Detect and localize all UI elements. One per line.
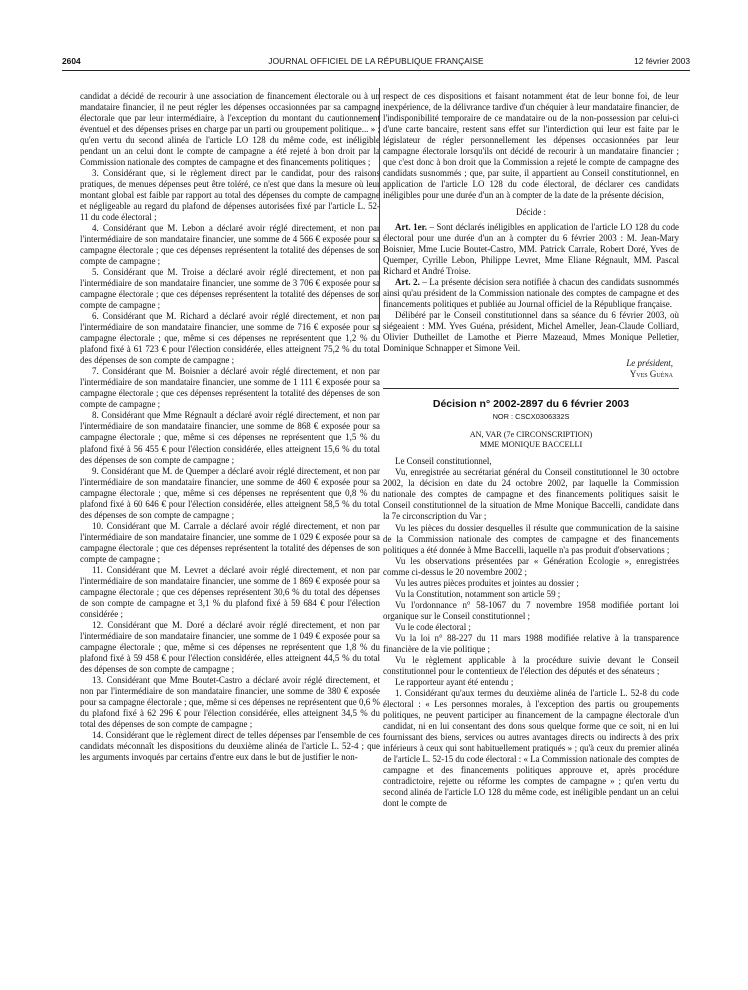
nor-reference: NOR : CSCX0306332S [492, 412, 570, 422]
page-header [62, 56, 690, 70]
article-2-label: Art. 2. [395, 277, 420, 288]
circonscription: AN, VAR (7e CIRCONSCRIPTION) [469, 430, 593, 440]
deliberation: Délibéré par le Conseil constitutionnel dans sa séance du 6 février 2003, où siégeaient : MM. Yves Guéna, président, Michel Ameller, Jean-Claude Colliard, Olivier Dutheillet de Lamothe et Pierre Mazeaud, Mmes Monique Pelletier, Dominique Schnapper et Simone Veil. [383, 310, 679, 354]
paragraph: Le rapporteur ayant été entendu ; [395, 676, 514, 687]
paragraph: 6. Considérant que M. Richard a déclaré avoir réglé directement, et non par l'intermédiaire de son mandataire financier, une somme de 716 € exposée pour sa campagne électorale ; que, même si ces dépenses ne représentent que 1,2 % du plafond fixé à 61 723 € pour l'élection considérée, elles atteignent 75,2 % du total des dépenses de son compte de campagne ; [80, 311, 380, 366]
page-number: 2604 [62, 56, 81, 66]
paragraph: Vu le code électoral ; [395, 621, 471, 632]
paragraph: Vu la Constitution, notamment son article 59 ; [395, 588, 561, 599]
paragraph: Vu, enregistrée au secrétariat général du Conseil constitutionnel le 30 octobre 2002, la décision en date du 24 octobre 2002, par laquelle la Commission nationale des comptes de campagne et des financements politiques saisit le Conseil constitutionnel de la situation de Mme Monique Baccelli, candidate dans la 7e circonscription du Var ; [383, 467, 679, 522]
decision-separator [383, 388, 679, 389]
article-1 [383, 222, 679, 277]
paragraph: Vu les autres pièces produites et jointes au dossier ; [395, 577, 579, 588]
header-rule [62, 70, 690, 71]
journal-title: JOURNAL OFFICIEL DE LA RÉPUBLIQUE FRANÇAISE [268, 56, 484, 66]
paragraph: 5. Considérant que M. Troise a déclaré avoir réglé directement, et non par l'intermédiaire de son mandataire financier, une somme de 3 706 € exposée pour sa campagne électorale ; que ces dépenses représentent la totalité des dépenses de son compte de campagne ; [80, 267, 380, 311]
left-column [80, 91, 380, 971]
decision-title: Décision n° 2002-2897 du 6 février 2003 [432, 398, 630, 411]
paragraph: respect de ces dispositions et faisant notamment état de leur bonne foi, de leur inexpérience, de la délivrance tardive d'un chéquier à leur mandataire financier, de l'indisponibilité temporaire de ce mandataire ou de la non-possession par celui-ci d'une carte bancaire, restent sans effet sur l'interdiction qui leur est faite par le législateur de régler personnellement les dépenses occasionnées par leur campagne électorale lorsqu'ils ont décidé de recourir à un mandataire financier ; que c'est donc à bon droit que la Commission a rejeté le compte de campagne des candidats susnommés ; que, par suite, il appartient au Conseil constitutionnel, en application de l'article LO 128 du code électoral, de déclarer ces candidats inéligibles pour une durée d'un an à compter de la date de la présente décision, [383, 91, 679, 201]
paragraph: Vu le règlement applicable à la procédure suivie devant le Conseil constitutionnel pour le contentieux de l'élection des députés et des sénateurs ; [383, 654, 679, 676]
paragraph: 14. Considérant que le règlement direct de telles dépenses par l'ensemble de ces candidats méconnaît les dispositions du deuxième alinéa de l'article L. 52-4 ; que les arguments invoqués par certains d'entre eux dans le but de justifier le non- [80, 729, 380, 762]
article-2 [383, 277, 679, 310]
decide-heading: Décide : [515, 207, 547, 218]
article-2-text: – La présente décision sera notifiée à chacun des candidats susnommés ainsi qu'au président de la Commission nationale des comptes de campagne et des financements politiques et publiée au Journal officiel de la République française. [383, 277, 679, 310]
paragraph: 12. Considérant que M. Doré a déclaré avoir réglé directement, et non par l'intermédiaire de son mandataire financier, une somme de 1 049 € exposée pour sa campagne électorale ; que, même si ces dépenses ne représentent que 1,8 % du plafond fixé à 59 458 € pour l'élection considérée, elles atteignent 44,5 % du total des dépenses de son compte de campagne ; [80, 619, 380, 674]
paragraph: 10. Considérant que M. Carrale a déclaré avoir réglé directement, et non par l'intermédiaire de son mandataire financier, une somme de 1 029 € exposée pour sa campagne électorale ; que ces dépenses représentent la totalité des dépenses de son compte de campagne ; [80, 520, 380, 564]
paragraph: Vu les observations présentées par « Génération Ecologie », enregistrées comme ci-dessus le 20 novembre 2002 ; [383, 555, 679, 577]
paragraph: Le Conseil constitutionnel, [395, 456, 492, 467]
paragraph: 1. Considérant qu'aux termes du deuxième alinéa de l'article L. 52-8 du code électoral : « Les personnes morales, à l'exception des partis ou groupements politiques, ne peuvent participer au financement de la campagne électorale d'un candidat, ni en lui consentant des dons sous quelque forme que ce soit, ni en lui fournissant des biens, services ou autres avantages directs ou indirects à des prix inférieurs à ceux qui sont habituellement pratiqués » ; qu'à ceux du premier alinéa de l'article L. 52-15 du code électoral : « La Commission nationale des comptes de campagne et des financements politiques approuve et, après procédure contradictoire, rejette ou réforme les comptes de campagne » ; qu'en vertu du second alinéa de l'article LO 128 du même code, est inéligible pendant un an celui dont le compte de [383, 687, 679, 808]
paragraph: Vu les pièces du dossier desquelles il résulte que communication de la saisine de la Commission nationale des comptes de campagne et des financements politiques a été donnée à Mme Baccelli, laquelle n'a pas produit d'observations ; [383, 522, 679, 555]
column-separator [379, 88, 380, 333]
publication-date: 12 février 2003 [634, 56, 690, 66]
paragraph: 9. Considérant que M. de Quemper a déclaré avoir réglé directement, et non par l'intermédiaire de son mandataire financier, une somme de 460 € exposée pour sa campagne électorale ; que, même si ces dépenses ne représentent que 0,8 % du plafond fixé à 60 646 € pour l'élection considérée, elles atteignent 58,5 % du total des dépenses de son compte de campagne ; [80, 465, 380, 520]
article-1-label: Art. 1er. [395, 222, 427, 233]
paragraph: 4. Considérant que M. Lebon a déclaré avoir réglé directement, et non par l'intermédiaire de son mandataire financier, une somme de 4 566 € exposée pour sa campagne électorale ; que ces dépenses représentent la totalité des dépenses de son compte de campagne ; [80, 223, 380, 267]
right-column [383, 91, 679, 971]
article-1-text: – Sont déclarés inéligibles en application de l'article LO 128 du code électoral pour une durée d'un an à compter du 6 février 2003 : M. Jean-Mary Boisnier, Mme Lucie Boutet-Castro, MM. Patrick Carrale, Robert Doré, Yves de Quemper, Cyrille Lebon, Philippe Levret, Mme Eliane Régnault, MM. Pascal Richard et André Troise. [383, 222, 679, 277]
candidate-name: MME MONIQUE BACCELLI [479, 440, 583, 450]
president-name: Yves Guéna [629, 369, 673, 380]
paragraph: Vu l'ordonnance n° 58-1067 du 7 novembre 1958 modifiée portant loi organique sur le Conseil constitutionnel ; [383, 599, 679, 621]
paragraph: 7. Considérant que M. Boisnier a déclaré avoir réglé directement, et non par l'intermédiaire de son mandataire financier, une somme de 1 111 € exposée pour sa campagne électorale ; que ces dépenses représentent la totalité des dépenses de son compte de campagne ; [80, 366, 380, 410]
paragraph: 13. Considérant que Mme Boutet-Castro a déclaré avoir réglé directement, et non par l'intermédiaire de son mandataire financier, une somme de 380 € exposée pour sa campagne électorale ; que, même si ces dépenses ne représentent que 0,6 % du plafond fixé à 62 296 € pour l'élection considérée, elles atteignent 34,5 % du total des dépenses de son compte de campagne ; [80, 674, 380, 729]
paragraph: 8. Considérant que Mme Régnault a déclaré avoir réglé directement, et non par l'intermédiaire de son mandataire financier, une somme de 868 € exposée pour sa campagne électorale ; que, même si ces dépenses ne représentent que 1,5 % du plafond fixé à 56 455 € pour l'élection considérée, elles atteignent 15,6 % du total des dépenses de son compte de campagne ; [80, 410, 380, 465]
paragraph: Vu la loi n° 88-227 du 11 mars 1988 modifiée relative à la transparence financière de la vie politique ; [383, 632, 679, 654]
president-label: Le président, [626, 358, 673, 369]
paragraph: 3. Considérant que, si le règlement direct par le candidat, pour des raisons pratiques, de menues dépenses peut être toléré, ce n'est que dans la mesure où leur montant global est faible par rapport au total des dépenses du compte de campagne et négligeable au regard du plafond de dépenses autorisées fixé par l'article L. 52-11 du code électoral ; [80, 168, 380, 223]
paragraph: candidat a décidé de recourir à une association de financement électorale ou à un mandataire financier, il ne peut régler les dépenses occasionnées par sa campagne électorale que par leur intermédiaire, à l'exception du montant du cautionnement éventuel et des dépenses prises en charge par un parti ou groupement politique... » ; qu'en vertu du second alinéa de l'article LO 128 du même code, est inéligible pendant un an celui dont le compte de campagne a été rejeté à bon droit par la Commission nationale des comptes de campagne et des financements politiques ; [80, 91, 380, 168]
paragraph: 11. Considérant que M. Levret a déclaré avoir réglé directement, et non par l'intermédiaire de son mandataire financier, une somme de 1 869 € exposée pour sa campagne électorale ; que ces dépenses représentent 30,6 % du total des dépenses de son compte de campagne et 3,1 % du plafond fixé à 59 684 € pour l'élection considérée ; [80, 564, 380, 619]
